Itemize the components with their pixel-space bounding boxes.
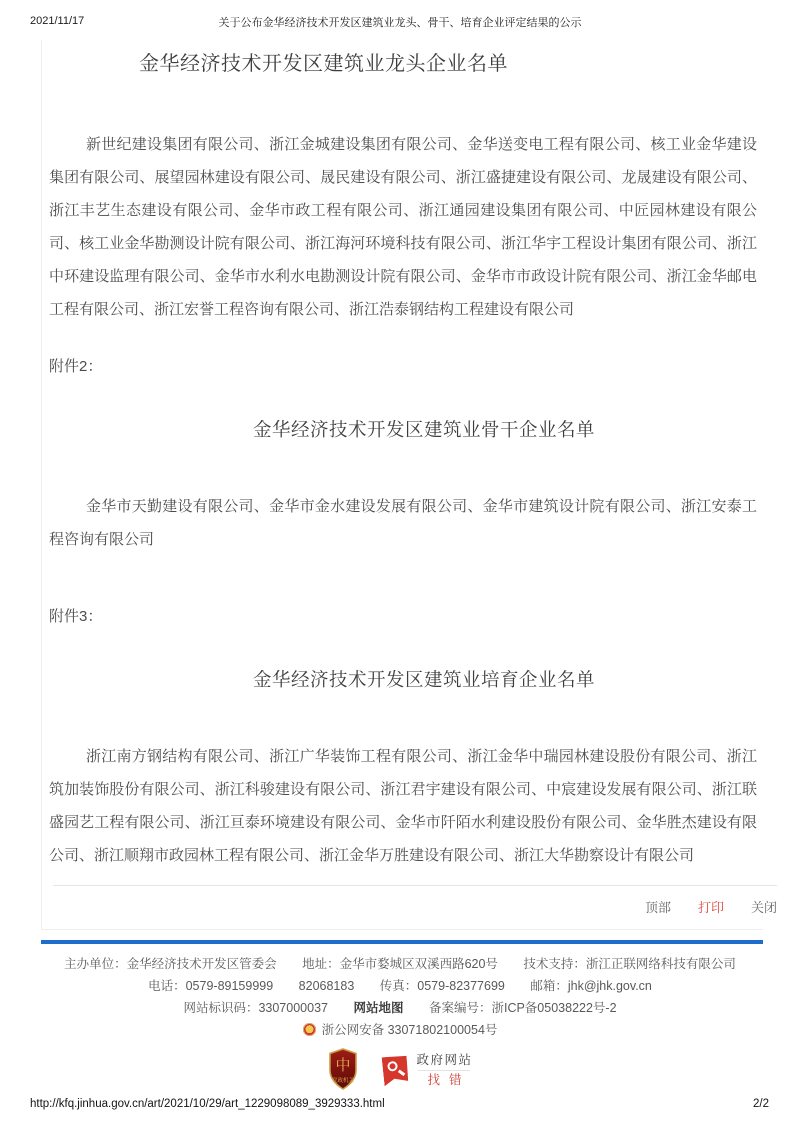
magnifier-lens — [388, 1060, 399, 1071]
footer-phone2: 82068183 — [298, 979, 355, 993]
error-badge-text — [416, 1052, 472, 1088]
footer-icp: 备案编号：浙ICP备05038222号-2 — [428, 1001, 617, 1015]
footer-badges — [0, 1048, 800, 1096]
footer-line-4 — [0, 1019, 800, 1041]
footer-tech-support: 技术支持：浙江正联网络科技有限公司 — [523, 957, 736, 971]
article-action-bar — [53, 885, 777, 916]
top-button[interactable]: 顶部 — [644, 900, 671, 915]
section1-company-list: 新世纪建设集团有限公司、浙江金城建设集团有限公司、金华送变电工程有限公司、核工业金华建设集团有限公司、展望园林建设有限公司、晟民建设有限公司、浙江盛捷建设有限公司、龙晟建设有限公司、浙江丰艺生态建设有限公司、金华市政工程有限公司、浙江通园建设集团有限公司、中匠园林建设有限公司、核工业金华勘测设计院有限公司、浙江海河环境科技有限公司、浙江华宇工程设计集团有限公司、浙江中环建设监理有限公司、金华市水利水电勘测设计院有限公司、金华市市政设计院有限公司、浙江金华邮电工程有限公司、浙江宏誉工程咨询有限公司、浙江浩泰钢结构工程建设有限公司 — [49, 136, 757, 318]
footer-phone: 电话：0579-89159999 — [148, 979, 274, 993]
footer-line-1 — [0, 953, 800, 975]
error-badge-action: 找错 — [427, 1073, 471, 1087]
print-page-number: 2/2 — [753, 1098, 769, 1110]
gov-site-error-report-badge[interactable] — [383, 1050, 472, 1090]
footer-divider — [41, 940, 763, 944]
print-header — [0, 14, 800, 30]
section2-heading: 金华经济技术开发区建筑业骨干企业名单 — [253, 419, 596, 440]
article-container — [41, 40, 777, 930]
section1-heading: 金华经济技术开发区建筑业龙头企业名单 — [139, 53, 508, 75]
footer-address: 地址：金华市婺城区双溪西路620号 — [302, 957, 498, 971]
footer-email: 邮箱：jhk@jhk.gov.cn — [530, 979, 652, 993]
print-button[interactable]: 打印 — [697, 900, 724, 915]
public-security-emblem-icon — [303, 1023, 316, 1036]
section3-heading: 金华经济技术开发区建筑业培育企业名单 — [253, 669, 596, 690]
security-record-link[interactable] — [303, 1019, 498, 1041]
party-gov-shield-badge[interactable] — [327, 1048, 359, 1090]
svg-text:党政机关: 党政机关 — [332, 1078, 355, 1084]
print-page-title: 关于公布金华经济技术开发区建筑业龙头、骨干、培育企业评定结果的公示 — [218, 17, 582, 29]
print-url: http://kfq.jinhua.gov.cn/art/2021/10/29/art_1229098089_3929333.html — [30, 1098, 385, 1110]
footer-fax: 传真：0579-82377699 — [379, 979, 505, 993]
error-badge-divider — [418, 1070, 470, 1071]
shield-icon — [327, 1048, 359, 1090]
print-date: 2021/11/17 — [30, 15, 85, 27]
magnifier-handle — [399, 1069, 406, 1075]
footer-line-2 — [0, 975, 800, 997]
magnifier-flag-icon — [382, 1054, 410, 1085]
security-record-text: 浙公网安备 33071802100054号 — [321, 1023, 498, 1037]
section2-company-list: 金华市天勤建设有限公司、金华市金水建设发展有限公司、金华市建筑设计院有限公司、浙江安泰工程咨询有限公司 — [49, 498, 757, 548]
sitemap-link[interactable]: 网站地图 — [353, 1001, 404, 1015]
error-badge-title: 政府网站 — [416, 1053, 473, 1067]
footer-site-code: 网站标识码：3307000037 — [183, 1001, 328, 1015]
close-button[interactable]: 关闭 — [750, 900, 777, 915]
footer-organizer: 主办单位：金华经济技术开发区管委会 — [64, 957, 277, 971]
attachment3-label: 附件3： — [49, 608, 103, 625]
svg-text:中: 中 — [335, 1057, 351, 1074]
footer-line-3 — [0, 997, 800, 1019]
attachment2-label: 附件2： — [49, 358, 103, 375]
section3-company-list: 浙江南方钢结构有限公司、浙江广华装饰工程有限公司、浙江金华中瑞园林建设股份有限公司、浙江筑加装饰股份有限公司、浙江科骏建设有限公司、浙江君宇建设有限公司、中宸建设发展有限公司、浙江联盛园艺工程有限公司、浙江亘泰环境建设有限公司、金华市阡陌水利建设股份有限公司、金华胜杰建设有限公司、浙江顺翔市政园林工程有限公司、浙江金华万胜建设有限公司、浙江大华勘察设计有限公司 — [49, 748, 757, 864]
site-footer — [0, 953, 800, 1096]
